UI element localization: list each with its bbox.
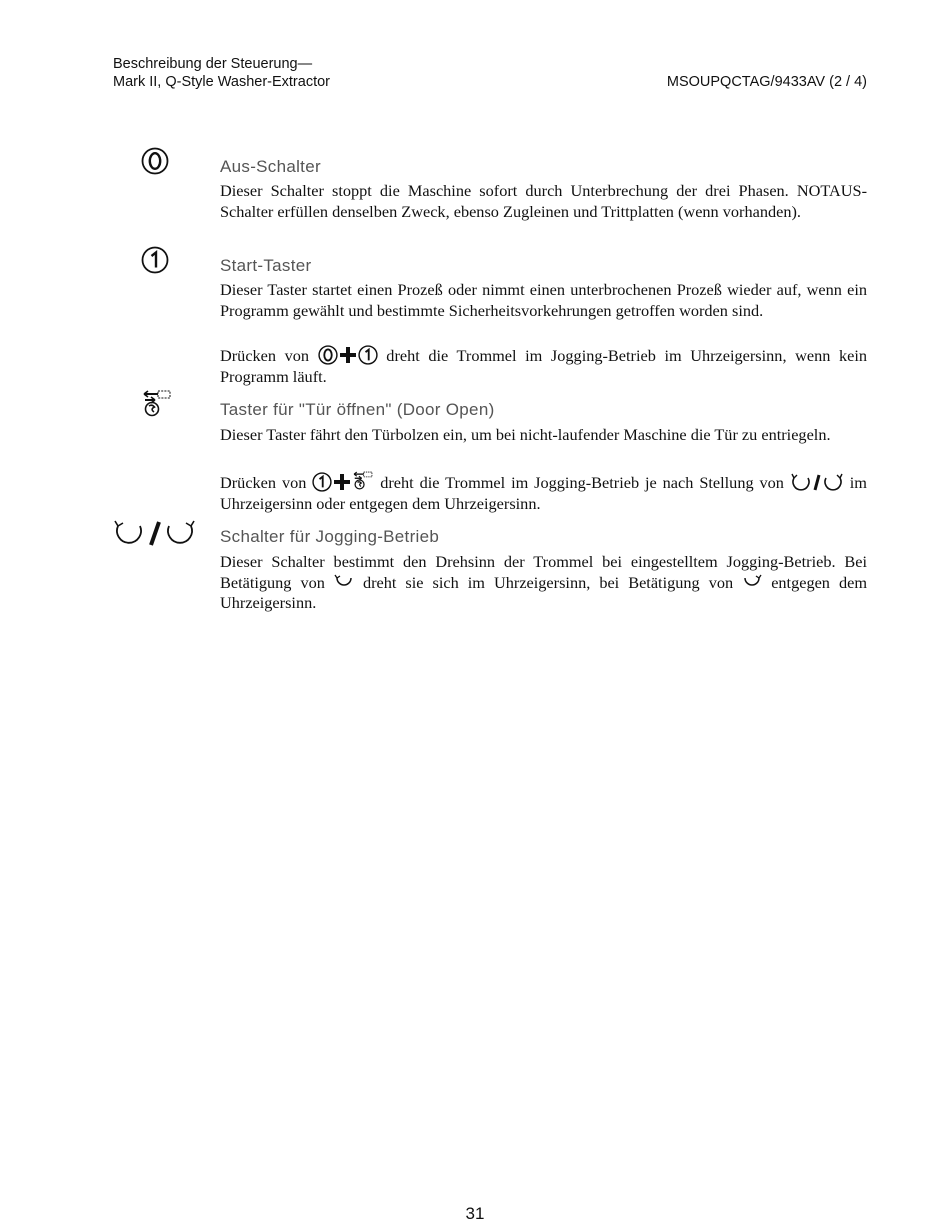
page-number: 31 xyxy=(465,1204,485,1223)
one-circle-icon xyxy=(141,246,169,279)
section-title: Start-Taster xyxy=(220,256,312,275)
clockwise-icon xyxy=(334,574,354,592)
section-paragraph: Dieser Taster fährt den Türbolzen ein, um bei nicht-laufender Maschine die Tür zu entriegeln. xyxy=(220,425,831,444)
text-fragment: dreht sie sich im Uhrzeigersinn, bei Betätigung von xyxy=(362,572,734,592)
jog-direction-icon xyxy=(790,472,844,492)
header-machine-name: Mark II, Q-Style Washer-Extractor xyxy=(113,74,330,90)
text-fragment: dreht die Trommel im Jogging-Betrieb im Uhrzeigersinn, wenn kein Programm läuft. xyxy=(220,346,868,386)
running-header-left xyxy=(113,55,330,91)
section-paragraph-combo xyxy=(220,470,867,514)
section-title: Schalter für Jogging-Betrieb xyxy=(220,527,440,546)
header-doc-title: Beschreibung der Steuerung— xyxy=(113,56,313,72)
plus-icon xyxy=(338,345,358,365)
jog-direction-icon xyxy=(113,518,197,553)
section-title: Taster für "Tür öffnen" (Door Open) xyxy=(220,400,495,419)
text-fragment: entgegen dem Uhrzeigersinn. xyxy=(220,572,868,612)
door-open-icon xyxy=(352,470,374,492)
one-circle-icon xyxy=(312,472,332,492)
text-fragment: Dieser Schalter bestimmt den Drehsinn der Trommel bei eingestelltem Jogging-Betrieb. Bei Betätigung von xyxy=(220,552,867,592)
plus-icon xyxy=(332,472,352,492)
zero-circle-icon xyxy=(318,345,338,365)
one-circle-icon xyxy=(358,345,378,365)
text-fragment: Drücken von xyxy=(220,473,307,492)
text-fragment: im Uhrzeigersinn oder entgegen dem Uhrzeigersinn. xyxy=(220,473,867,513)
section-paragraph-combo xyxy=(220,345,867,387)
section-paragraph-combo xyxy=(220,552,867,614)
text-fragment: Drücken von xyxy=(220,346,310,365)
header-doc-number: MSOUPQCTAG/9433AV (2 / 4) xyxy=(666,74,867,90)
counterclockwise-icon xyxy=(742,574,762,592)
door-open-icon xyxy=(141,389,173,424)
section-paragraph: Dieser Taster startet einen Prozeß oder nimmt einen unterbrochenen Prozeß wieder auf, wenn ein Programm gewählt und bestimmte Sicherheitsvorkehrungen getroffen worden sind. xyxy=(220,280,867,320)
section-paragraph: Dieser Schalter stoppt die Maschine sofort durch Unterbrechung der drei Phasen. NOTAUS-Schalter erfüllen denselben Zweck, ebenso Zugleinen und Trittplatten (wenn vorhanden). xyxy=(220,181,867,221)
zero-circle-icon xyxy=(141,147,169,180)
section-title: Aus-Schalter xyxy=(220,157,321,176)
text-fragment: dreht die Trommel im Jogging-Betrieb je nach Stellung von xyxy=(380,473,784,492)
